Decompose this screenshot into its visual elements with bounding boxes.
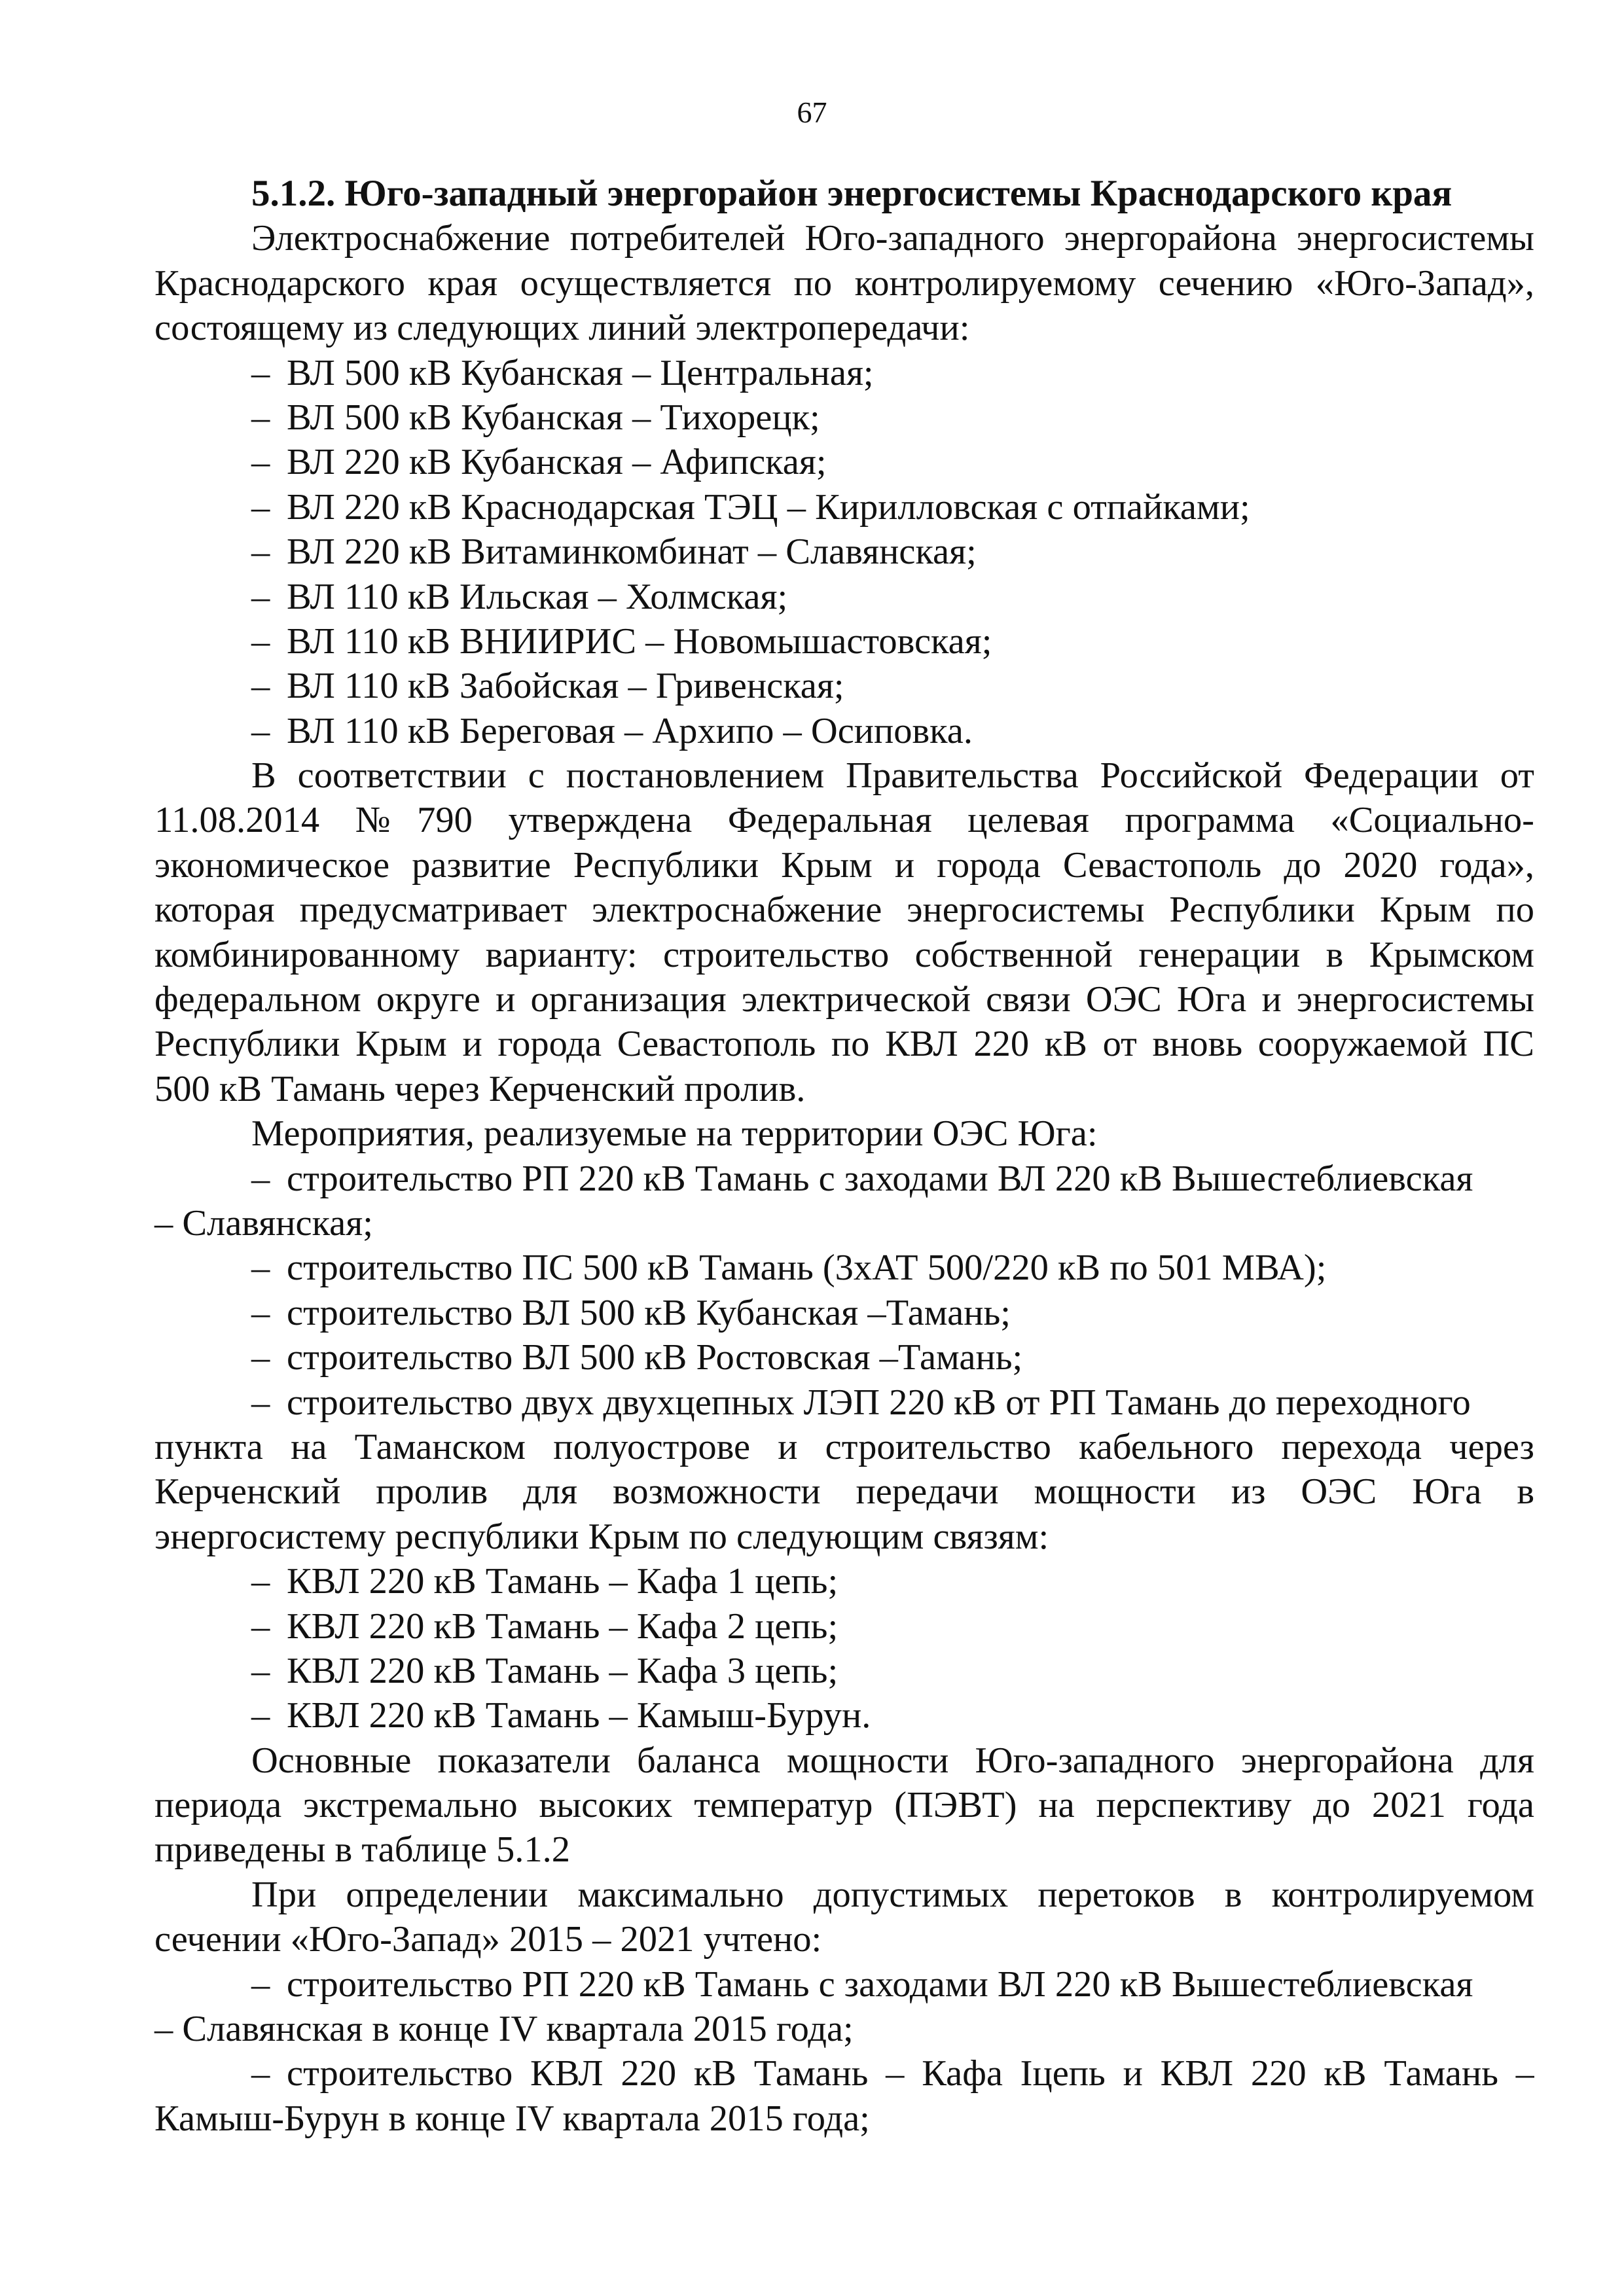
list-item-text: строительство ВЛ 500 кВ Кубанская –Тамань; xyxy=(287,1292,1011,1333)
list-item xyxy=(154,1649,1534,1693)
power-lines-list xyxy=(154,351,1534,754)
measures-intro: Мероприятия, реализуемые на территории ОЭС Юга: xyxy=(251,1113,1098,1155)
list-dash: – xyxy=(251,576,270,617)
paragraph-line: комбинированному варианту: строительство собственной генерации в Крымском xyxy=(154,934,1534,975)
paragraph-line: 11.08.2014 №790 утверждена Федеральная целевая программа «Социально- xyxy=(154,800,1534,841)
paragraph-line: В соответствии с постановлением Правительства Российской Федерации от xyxy=(251,755,1534,797)
paragraph-line: периода экстремально высоких температур (ПЭВТ) на перспективу до 2021 года xyxy=(154,1785,1534,1826)
list-item xyxy=(154,1693,1534,1738)
list-item xyxy=(154,351,1534,395)
list-dash: – xyxy=(251,1695,270,1736)
list-dash: – xyxy=(251,531,270,573)
list-item xyxy=(154,1962,1534,2007)
list-dash: – xyxy=(251,486,270,528)
list-dash: – xyxy=(251,620,270,662)
list-item xyxy=(154,575,1534,619)
flows-paragraph xyxy=(154,1873,1534,1962)
list-dash: – xyxy=(251,1964,270,2005)
list-dash: – xyxy=(251,1561,270,1602)
list-item-text: КВЛ 220 кВ Тамань – Камыш-Бурун. xyxy=(287,1695,871,1736)
paragraph-line: состоящему из следующих линий электропередачи: xyxy=(154,308,970,349)
list-item-text: строительство КВЛ 220 кВ Тамань – Кафа Iцепь и КВЛ 220 кВ Тамань – xyxy=(287,2053,1534,2094)
list-dash: – xyxy=(251,397,270,438)
list-item xyxy=(154,1246,1534,1290)
list-dash: – xyxy=(251,1292,270,1333)
list-item-text: ВЛ 110 кВ ВНИИРИС – Новомышастовская; xyxy=(287,620,992,662)
list-item-continuation: Камыш-Бурун в конце IV квартала 2015 года; xyxy=(154,2098,870,2139)
list-item-text: строительство ПС 500 кВ Тамань (3хАТ 500/220 кВ по 501 МВА); xyxy=(287,1247,1327,1289)
list-dash: – xyxy=(251,1650,270,1691)
paragraph-line: сечении «Юго-Запад» 2015 – 2021 учтено: xyxy=(154,1919,822,1960)
list-item-text: ВЛ 110 кВ Забойская – Гривенская; xyxy=(287,666,844,707)
list-item xyxy=(154,485,1534,529)
paragraph-line: приведены в таблице 5.1.2 xyxy=(154,1829,571,1871)
paragraph-line: Краснодарского края осуществляется по контролируемому сечению «Юго-Запад», xyxy=(154,262,1534,304)
list-item-text: ВЛ 220 кВ Витаминкомбинат – Славянская; xyxy=(287,531,977,573)
intro-paragraph xyxy=(154,216,1534,350)
list-item-text: ВЛ 220 кВ Кубанская – Афипская; xyxy=(287,442,827,483)
paragraph-line: Основные показатели баланса мощности Юго-западного энергорайона для xyxy=(251,1740,1534,1781)
list-dash: – xyxy=(251,1337,270,1378)
list-item xyxy=(154,1604,1534,1649)
list-item-text: КВЛ 220 кВ Тамань – Кафа 2 цепь; xyxy=(287,1605,839,1647)
list-dash: – xyxy=(251,352,270,393)
kvl-list xyxy=(154,1559,1534,1738)
program-paragraph xyxy=(154,753,1534,1111)
list-item xyxy=(154,1380,1534,1425)
paragraph-line: 500 кВ Тамань через Керченский пролив. xyxy=(154,1068,806,1109)
accounted-list xyxy=(154,1962,1534,2142)
list-dash: – xyxy=(251,1247,270,1289)
list-item-text: КВЛ 220 кВ Тамань – Кафа 3 цепь; xyxy=(287,1650,839,1691)
list-item-text: ВЛ 110 кВ Ильская – Холмская; xyxy=(287,576,788,617)
list-item-continuation: – Славянская; xyxy=(154,1202,373,1244)
list-item xyxy=(154,529,1534,574)
list-dash: – xyxy=(251,710,270,751)
list-item-continuation: Керченский пролив для возможности передачи мощности из ОЭС Юга в xyxy=(154,1471,1534,1513)
list-item-text: ВЛ 110 кВ Береговая – Архипо – Осиповка. xyxy=(287,710,973,751)
list-item xyxy=(154,1157,1534,1201)
list-item xyxy=(154,619,1534,664)
list-item-text: ВЛ 500 кВ Кубанская – Центральная; xyxy=(287,352,874,393)
list-item-continuation: пункта на Таманском полуострове и строительство кабельного перехода через xyxy=(154,1426,1534,1467)
list-dash: – xyxy=(251,1158,270,1199)
list-dash: – xyxy=(251,1382,270,1423)
list-item-continuation: энергосистему республики Крым по следующим связям: xyxy=(154,1516,1049,1557)
list-item xyxy=(154,1559,1534,1604)
paragraph-line: Электроснабжение потребителей Юго-западного энергорайона энергосистемы xyxy=(251,218,1534,259)
page-number: 67 xyxy=(797,96,827,129)
balance-paragraph xyxy=(154,1738,1534,1873)
paragraph-line: При определении максимально допустимых перетоков в контролируемом xyxy=(251,1874,1534,1915)
list-item xyxy=(154,395,1534,440)
paragraph-line: которая предусматривает электроснабжение энергосистемы Республики Крым по xyxy=(154,889,1534,931)
list-item-text: строительство ВЛ 500 кВ Ростовская –Тамань; xyxy=(287,1337,1023,1378)
paragraph-line: экономическое развитие Республики Крым и города Севастополь до 2020 года», xyxy=(154,844,1534,886)
list-item xyxy=(154,440,1534,484)
list-item xyxy=(154,664,1534,708)
list-item-text: КВЛ 220 кВ Тамань – Кафа 1 цепь; xyxy=(287,1561,839,1602)
list-item-text: ВЛ 220 кВ Краснодарская ТЭЦ – Кирилловская с отпайками; xyxy=(287,486,1250,528)
list-dash: – xyxy=(251,442,270,483)
list-item-text: строительство РП 220 кВ Тамань с заходами ВЛ 220 кВ Вышестеблиевская xyxy=(287,1158,1473,1199)
list-item xyxy=(154,1291,1534,1335)
list-item-text: ВЛ 500 кВ Кубанская – Тихорецк; xyxy=(287,397,820,438)
document-body xyxy=(154,171,1534,2141)
list-item-continuation: – Славянская в конце IV квартала 2015 года; xyxy=(154,2009,854,2050)
section-heading: 5.1.2. Юго-западный энергорайон энергосистемы Краснодарского края xyxy=(251,173,1453,214)
paragraph-line: федеральном округе и организация электрической связи ОЭС Юга и энергосистемы xyxy=(154,979,1534,1020)
paragraph-line: Республики Крым и города Севастополь по КВЛ 220 кВ от вновь сооружаемой ПС xyxy=(154,1024,1534,1065)
list-item-text: строительство двух двухцепных ЛЭП 220 кВ от РП Тамань до переходного xyxy=(287,1382,1471,1423)
list-dash: – xyxy=(251,1605,270,1647)
list-item xyxy=(154,1335,1534,1380)
list-item-text: строительство РП 220 кВ Тамань с заходами ВЛ 220 кВ Вышестеблиевская xyxy=(287,1964,1473,2005)
list-dash: – xyxy=(251,2053,270,2094)
list-dash: – xyxy=(251,666,270,707)
list-item xyxy=(154,2051,1534,2096)
list-item xyxy=(154,709,1534,753)
measures-list xyxy=(154,1157,1534,1560)
